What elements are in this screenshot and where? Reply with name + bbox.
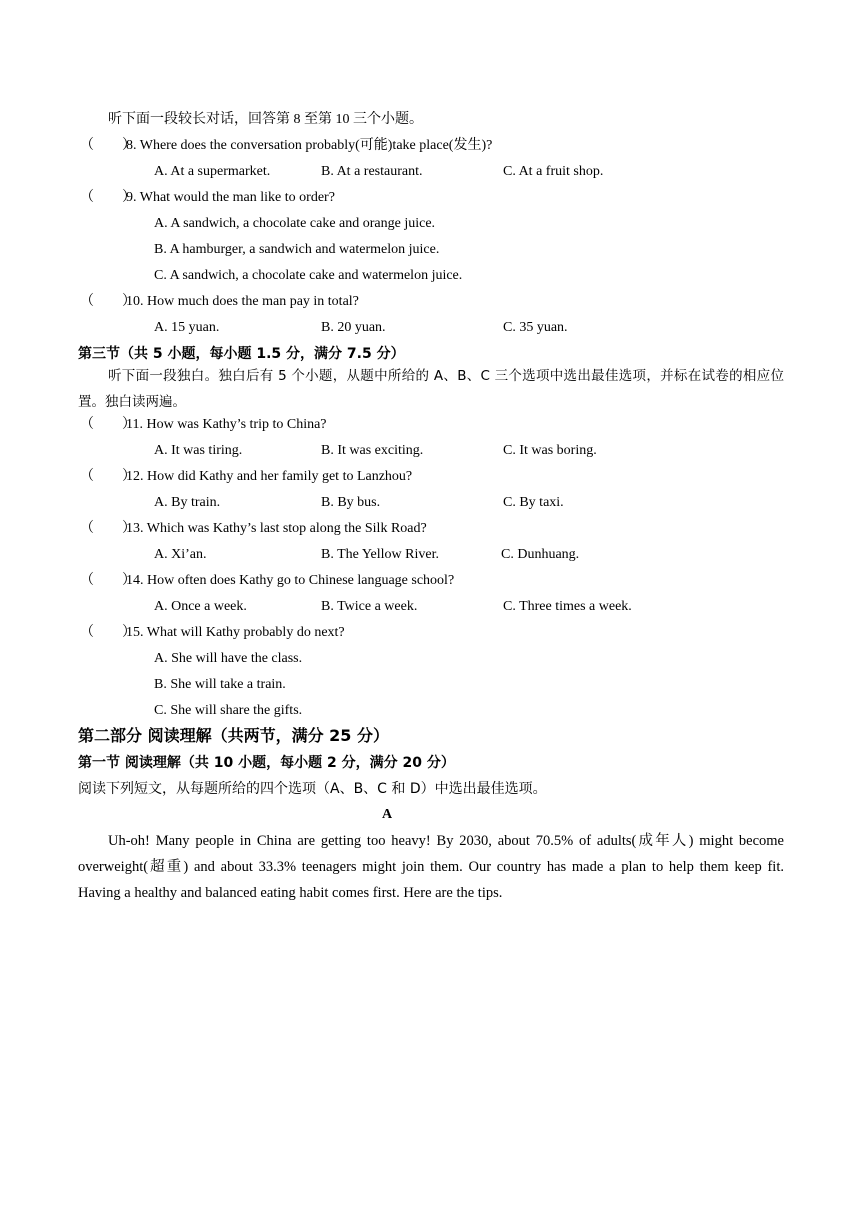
option-b: B. At a restaurant.: [321, 164, 423, 179]
question-text: 9. What would the man like to order?: [126, 190, 335, 205]
option-a: A. Once a week.: [154, 599, 247, 614]
listening-intro: 听下面一段较长对话，回答第 8 至第 10 三个小题。: [108, 112, 423, 127]
part2-heading: 第二部分 阅读理解（共两节，满分 25 分）: [78, 726, 389, 745]
option-c: C. Dunhuang.: [501, 547, 580, 562]
option-a: A. Xi’an.: [154, 547, 207, 562]
option-a: A. By train.: [154, 495, 221, 510]
option-c: C. By taxi.: [503, 495, 564, 510]
passage-label: A: [381, 807, 393, 822]
question-13: [80, 520, 427, 538]
question-8: [80, 137, 492, 155]
option-c: C. A sandwich, a chocolate cake and watermelon juice.: [154, 268, 463, 283]
option-b: B. It was exciting.: [321, 443, 424, 458]
option-a: A. At a supermarket.: [154, 164, 271, 179]
option-c: C. She will share the gifts.: [154, 703, 303, 718]
option-b: B. A hamburger, a sandwich and watermelon juice.: [154, 242, 440, 257]
section3-heading: 第三节（共 5 小题，每小题 1.5 分，满分 7.5 分）: [78, 346, 405, 362]
option-c: C. It was boring.: [503, 443, 597, 458]
answer-blank[interactable]: （ ）: [80, 469, 136, 484]
passage-text: Uh-oh! Many people in China are getting too heavy! By 2030, about 70.5% of adults(成年人) might become overweight(超重) and about 33.3% teenagers might join them. Our country has made a plan to help them keep fit. Having a healthy and balanced eating habit comes first. Here are the tips.: [78, 833, 784, 901]
option-a: A. 15 yuan.: [154, 320, 220, 335]
answer-blank[interactable]: （ ）: [80, 625, 136, 640]
question-text: 13. Which was Kathy’s last stop along the Silk Road?: [126, 521, 427, 536]
question-text: 15. What will Kathy probably do next?: [126, 625, 345, 640]
option-b: B. 20 yuan.: [321, 320, 386, 335]
option-b: B. She will take a train.: [154, 677, 286, 692]
option-b: B. Twice a week.: [321, 599, 418, 614]
reading-instruction: 阅读下列短文，从每题所给的四个选项（A、B、C 和 D）中选出最佳选项。: [78, 781, 547, 797]
answer-blank[interactable]: （ ）: [80, 190, 136, 205]
option-c: C. 35 yuan.: [503, 320, 568, 335]
question-text: 11. How was Kathy’s trip to China?: [126, 417, 327, 432]
part2-section1-heading: 第一节 阅读理解（共 10 小题，每小题 2 分，满分 20 分）: [78, 755, 455, 771]
question-text: 14. How often does Kathy go to Chinese language school?: [126, 573, 455, 588]
answer-blank[interactable]: （ ）: [80, 138, 136, 153]
option-b: B. The Yellow River.: [321, 547, 439, 562]
question-9: [80, 189, 335, 207]
answer-blank[interactable]: （ ）: [80, 521, 136, 536]
section3-intro: 听下面一段独白。独白后有 5 个小题，从题中所给的 A、B、C 三个选项中选出最佳选项，并标在试卷的相应位置。独白读两遍。: [78, 368, 784, 410]
question-10: [80, 293, 359, 311]
option-c: C. At a fruit shop.: [503, 164, 604, 179]
answer-blank[interactable]: （ ）: [80, 573, 136, 588]
option-c: C. Three times a week.: [503, 599, 632, 614]
answer-blank[interactable]: （ ）: [80, 417, 136, 432]
option-a: A. A sandwich, a chocolate cake and orange juice.: [154, 216, 436, 231]
question-text: 10. How much does the man pay in total?: [126, 294, 359, 309]
option-b: B. By bus.: [321, 495, 381, 510]
question-11: [80, 416, 327, 434]
question-text: 12. How did Kathy and her family get to Lanzhou?: [126, 469, 413, 484]
question-15: [80, 624, 345, 642]
question-12: [80, 468, 412, 486]
answer-blank[interactable]: （ ）: [80, 294, 136, 309]
option-a: A. It was tiring.: [154, 443, 243, 458]
question-14: [80, 572, 454, 590]
option-a: A. She will have the class.: [154, 651, 303, 666]
question-text: 8. Where does the conversation probably(可能)take place(发生)?: [126, 138, 493, 153]
